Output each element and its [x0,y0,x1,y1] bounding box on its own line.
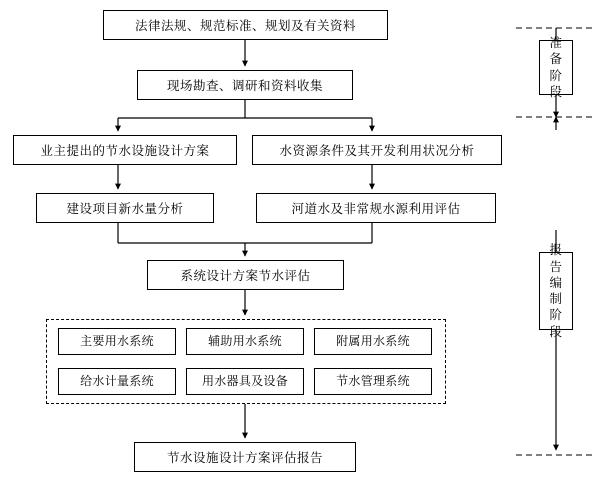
node-appliance-label: 用水器具及设备 [201,374,289,389]
node-owner-plan [13,135,237,165]
phase-prepare-char-0: 准 [549,35,563,50]
node-main-system-label: 主要用水系统 [80,334,154,349]
node-river-eval-label: 河道水及非常规水源利用评估 [291,200,461,216]
node-appliance [186,368,304,395]
phase-prepare-char-2: 阶 [549,67,563,83]
node-survey-label: 现场勘查、调研和资料收集 [166,77,323,93]
node-meter-system-label: 给水计量系统 [80,374,154,389]
phase-prepare [539,35,573,99]
node-new-water-label: 建设项目新水量分析 [66,200,184,216]
node-manage-system-label: 节水管理系统 [336,374,410,389]
node-laws-label: 法律法规、规范标准、规划及有关资料 [134,17,356,33]
node-system-eval-label: 系统设计方案节水评估 [180,267,311,283]
phase-report-char-0: 报 [549,242,563,258]
node-water-resource [252,135,502,165]
node-system-eval [147,260,344,290]
phase-report-char-4: 阶 [549,307,563,323]
phase-report-char-3: 制 [549,291,563,306]
node-river-eval [256,193,496,223]
node-meter-system [58,368,176,395]
node-aux-system [186,328,304,355]
node-manage-system [314,368,432,395]
phase-report-char-2: 编 [549,274,563,290]
node-attach-system [314,328,432,355]
node-survey [137,70,353,100]
phase-report-char-1: 告 [549,258,563,274]
node-report-label: 节水设施设计方案评估报告 [166,449,323,465]
node-aux-system-label: 辅助用水系统 [208,334,282,349]
phase-report [539,242,573,339]
node-report [134,442,356,472]
node-laws [103,10,388,40]
phase-prepare-char-1: 备 [549,51,563,67]
node-water-resource-label: 水资源条件及其开发利用状况分析 [279,142,475,158]
node-new-water [36,193,214,223]
node-owner-plan-label: 业主提出的节水设施设计方案 [40,142,210,158]
node-attach-system-label: 附属用水系统 [336,334,410,349]
phase-prepare-char-3: 段 [549,83,563,99]
node-main-system [58,328,176,355]
phase-report-char-5: 段 [549,323,563,339]
